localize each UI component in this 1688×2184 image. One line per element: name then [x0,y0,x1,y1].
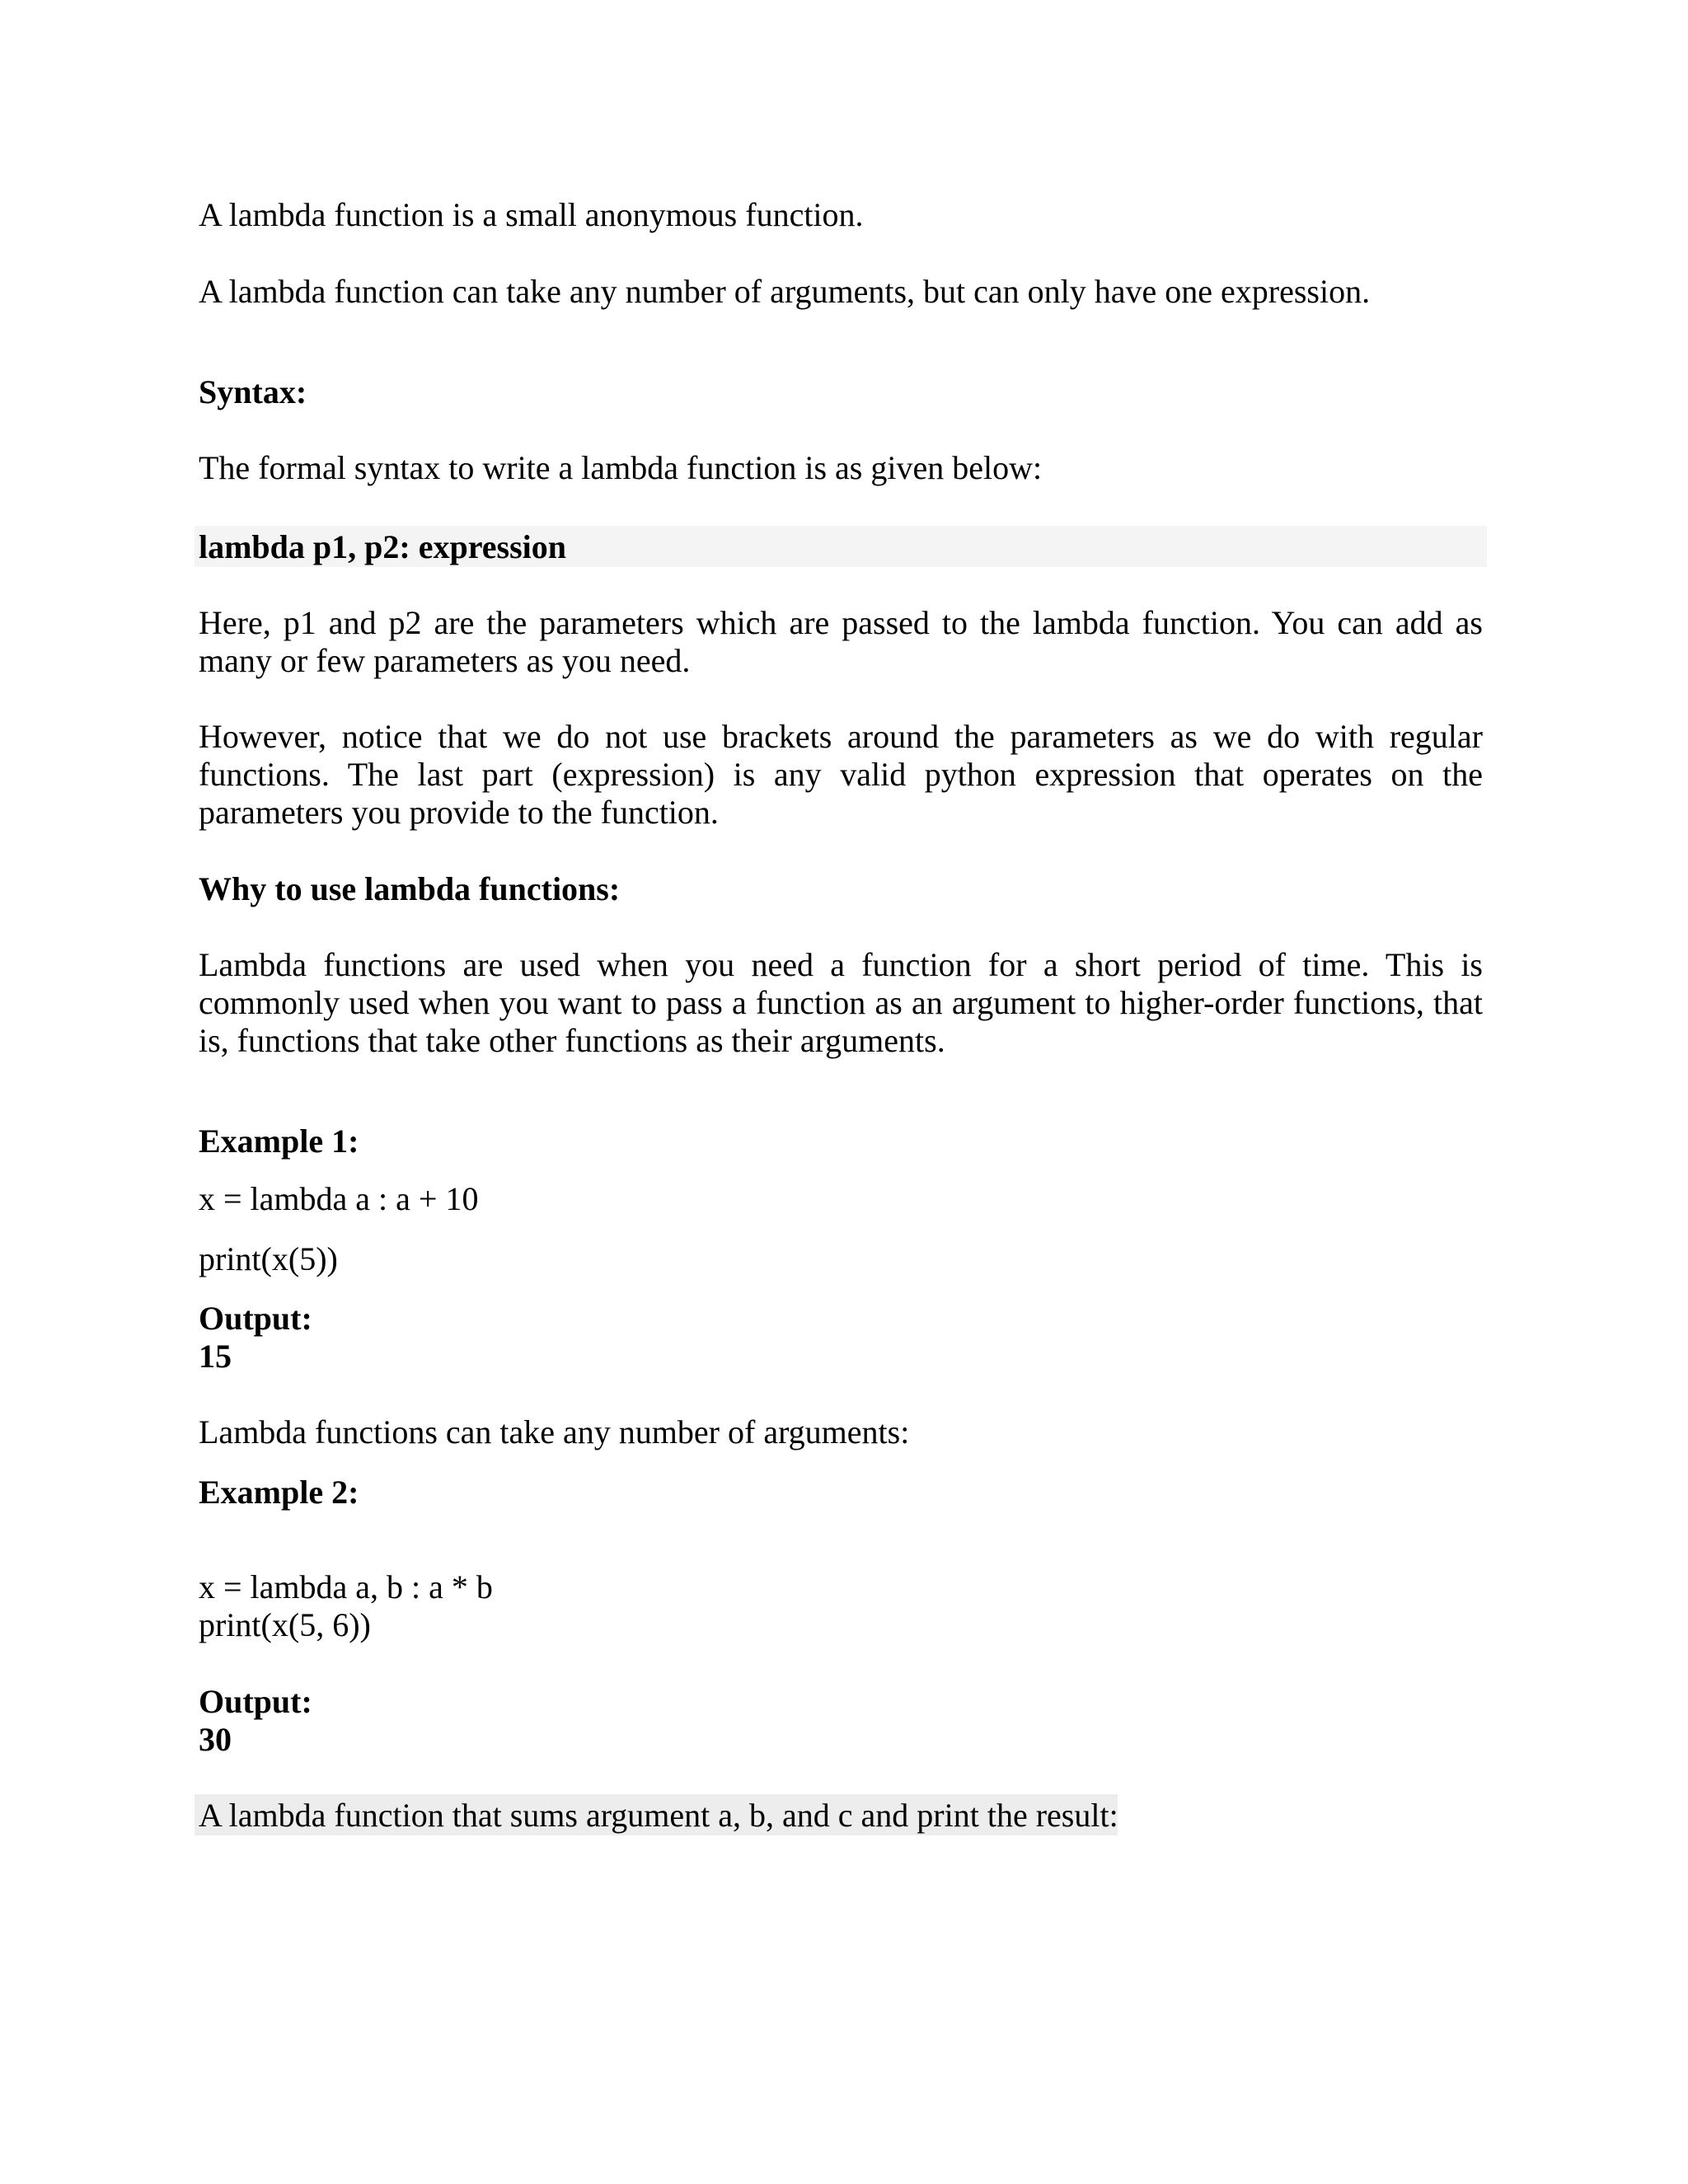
example-1-output-value: 15 [199,1338,232,1375]
example-2-output-label: Output: [199,1683,312,1720]
final-line: A lambda function that sums argument a, b, and c and print the result: [199,1797,1118,1834]
example-1-code-line-2: print(x(5)) [199,1240,338,1277]
example-2-code-line-2: print(x(5, 6)) [199,1606,371,1643]
example-1-heading: Example 1: [199,1122,359,1160]
syntax-paragraph-2: However, notice that we do not use brackets around the parameters as we do with regular functions. The last part (expression) is any valid python expression that operates on the parameters you provide to the function. [199,718,1483,831]
syntax-paragraph-1: Here, p1 and p2 are the parameters which are passed to the lambda function. You can add as many or few parameters as you need. [199,604,1483,679]
example-2-heading: Example 2: [199,1474,359,1511]
example-2-output-value: 30 [199,1721,232,1758]
why-heading: Why to use lambda functions: [199,870,621,907]
intro-line-2: A lambda function can take any number of arguments, but can only have one expression. [199,273,1371,310]
syntax-description: The formal syntax to write a lambda function is as given below: [199,449,1043,486]
intro-line-1: A lambda function is a small anonymous function. [199,196,864,233]
why-paragraph: Lambda functions are used when you need a function for a short period of time. This is commonly used when you want to pass a function as an argument to higher-order functions, that is, functions that take other functions as their arguments. [199,946,1483,1059]
example-2-code-line-1: x = lambda a, b : a * b [199,1568,493,1605]
example-1-output-label: Output: [199,1300,312,1337]
example-1-code-line-1: x = lambda a : a + 10 [199,1180,479,1217]
syntax-code: lambda p1, p2: expression [199,528,567,565]
syntax-heading: Syntax: [199,373,307,410]
transition-text: Lambda functions can take any number of arguments: [199,1413,910,1451]
